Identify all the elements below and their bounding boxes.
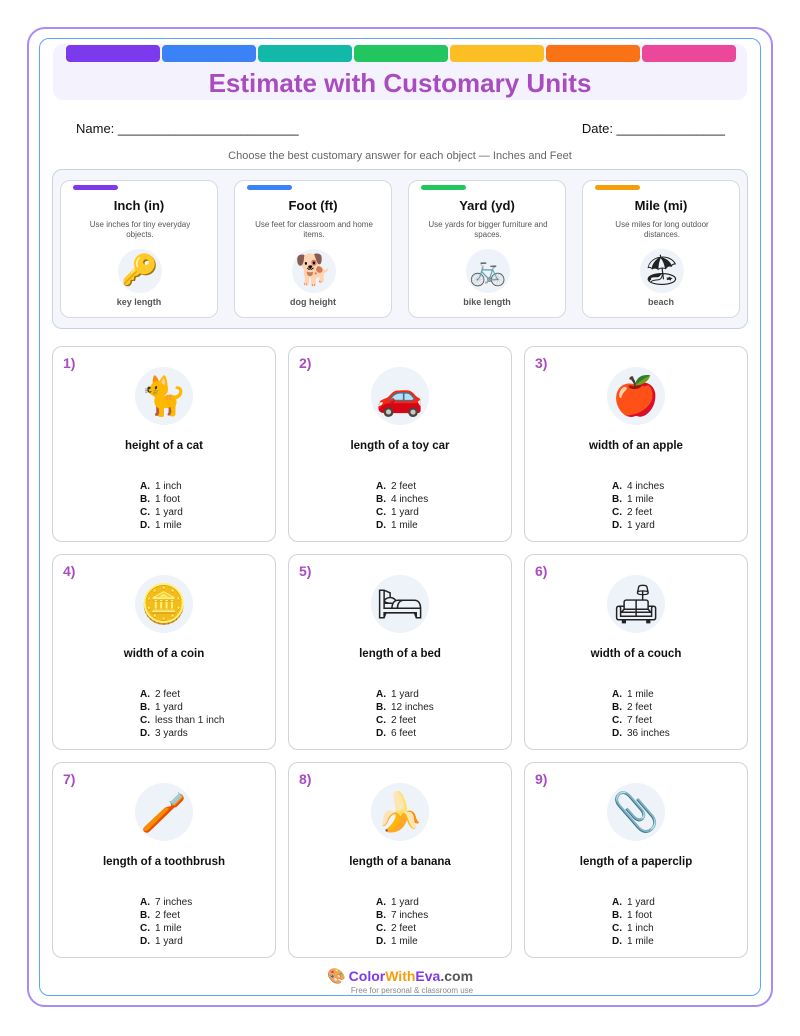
reference-card-foot [234, 180, 392, 318]
answer-option[interactable] [289, 935, 511, 948]
option-text: 1 mile [627, 689, 654, 700]
option-text: 1 yard [155, 936, 183, 947]
answer-option[interactable] [53, 909, 275, 922]
stripe [258, 45, 352, 62]
answer-option[interactable] [53, 480, 275, 493]
answer-options [525, 896, 747, 948]
question-prompt: height of a cat [125, 440, 203, 452]
answer-option[interactable] [53, 896, 275, 909]
example-label: dog height [290, 297, 336, 307]
answer-option[interactable] [525, 519, 747, 532]
example-label: beach [647, 297, 674, 307]
answer-option[interactable] [289, 701, 511, 714]
bicycle-icon: 🚲 [466, 249, 510, 293]
instructions: Choose the best customary answer for each object — Inches and Feet [228, 150, 572, 162]
question-card-6 [524, 554, 748, 750]
option-text: 1 yard [155, 507, 183, 518]
option-letter: B. [612, 494, 622, 505]
question-prompt: length of a toy car [350, 440, 450, 452]
cat-icon: 🐈 [135, 367, 193, 425]
option-text: 1 yard [155, 702, 183, 713]
stripe [162, 45, 256, 62]
question-number: 1) [63, 355, 76, 371]
unit-title: Yard (yd) [459, 198, 515, 213]
answer-option[interactable] [289, 714, 511, 727]
question-card-8 [288, 762, 512, 958]
option-letter: A. [612, 481, 622, 492]
option-text: 2 feet [155, 910, 181, 921]
option-text: 4 inches [391, 494, 429, 505]
option-letter: A. [140, 481, 150, 492]
option-letter: D. [376, 728, 386, 739]
option-text: 2 feet [391, 715, 417, 726]
question-number: 7) [63, 771, 76, 787]
option-letter: A. [140, 689, 150, 700]
option-text: 1 inch [155, 481, 182, 492]
option-letter: C. [376, 923, 386, 934]
question-card-5 [288, 554, 512, 750]
answer-option[interactable] [289, 506, 511, 519]
option-letter: A. [612, 689, 622, 700]
question-card-9 [524, 762, 748, 958]
option-text: 1 mile [627, 494, 654, 505]
question-prompt: length of a paperclip [579, 856, 693, 868]
question-prompt: width of an apple [589, 440, 683, 452]
unit-title: Mile (mi) [634, 198, 688, 213]
option-letter: B. [612, 702, 622, 713]
page-title: Estimate with Customary Units [208, 68, 592, 98]
option-text: 2 feet [391, 481, 417, 492]
unit-title: Foot (ft) [288, 198, 338, 213]
answer-option[interactable] [289, 480, 511, 493]
answer-option[interactable] [289, 909, 511, 922]
answer-option[interactable] [525, 714, 747, 727]
answer-option[interactable] [53, 714, 275, 727]
answer-option[interactable] [53, 519, 275, 532]
answer-option[interactable] [525, 506, 747, 519]
option-text: 1 mile [155, 520, 182, 531]
option-text: 2 feet [391, 923, 417, 934]
answer-option[interactable] [53, 935, 275, 948]
date-field[interactable]: Date: _______________ [581, 121, 725, 136]
bed-icon: 🛏 [371, 575, 429, 633]
question-prompt: width of a coin [123, 648, 205, 660]
color-bar [247, 185, 292, 190]
question-number: 6) [535, 563, 548, 579]
option-letter: B. [140, 910, 150, 921]
option-text: 1 yard [391, 897, 419, 908]
answer-options [289, 896, 511, 948]
apple-icon: 🍎 [607, 367, 665, 425]
option-letter: A. [140, 897, 150, 908]
option-text: 7 inches [391, 910, 429, 921]
answer-options [53, 896, 275, 948]
option-letter: C. [140, 923, 150, 934]
answer-option[interactable] [525, 480, 747, 493]
answer-option[interactable] [525, 701, 747, 714]
question-number: 3) [535, 355, 548, 371]
option-letter: B. [376, 910, 386, 921]
option-text: 2 feet [627, 702, 653, 713]
option-letter: C. [612, 923, 622, 934]
option-text: 2 feet [155, 689, 181, 700]
stripe [66, 45, 160, 62]
stripe [546, 45, 640, 62]
brand-eva: Eva [415, 968, 441, 984]
question-card-1 [52, 346, 276, 542]
option-text: 1 foot [627, 910, 653, 921]
option-letter: D. [612, 520, 622, 531]
color-stripes [66, 45, 736, 62]
example-label: key length [116, 297, 162, 307]
paperclip-icon: 📎 [607, 783, 665, 841]
unit-description: Use inches for tiny everyday objects. [89, 220, 191, 239]
option-letter: A. [376, 481, 386, 492]
stripe [354, 45, 448, 62]
option-text: 4 inches [627, 481, 665, 492]
option-letter: B. [376, 494, 386, 505]
answer-option[interactable] [53, 493, 275, 506]
beach-icon: 🏖 [640, 249, 684, 293]
option-letter: A. [376, 897, 386, 908]
option-letter: D. [612, 936, 622, 947]
option-letter: D. [140, 728, 150, 739]
brand-color: Color [348, 968, 386, 984]
option-text: 1 yard [627, 897, 655, 908]
palette-icon: 🎨 [326, 967, 346, 985]
option-letter: C. [612, 507, 622, 518]
answer-option[interactable] [53, 922, 275, 935]
banana-icon: 🍌 [371, 783, 429, 841]
option-letter: D. [376, 936, 386, 947]
option-text: less than 1 inch [155, 715, 225, 726]
option-letter: A. [612, 897, 622, 908]
stripe [642, 45, 736, 62]
stripe [450, 45, 544, 62]
option-letter: C. [376, 507, 386, 518]
unit-description: Use feet for classroom and home items. [255, 220, 373, 239]
couch-icon: 🛋 [607, 575, 665, 633]
question-prompt: length of a toothbrush [102, 856, 225, 868]
brand-with: With [385, 968, 416, 984]
answer-option[interactable] [525, 909, 747, 922]
answer-options [525, 480, 747, 532]
question-number: 8) [299, 771, 312, 787]
answer-options [525, 688, 747, 740]
option-letter: C. [140, 507, 150, 518]
option-letter: D. [140, 936, 150, 947]
question-number: 5) [299, 563, 312, 579]
reference-card-inch [60, 180, 218, 318]
color-bar [595, 185, 640, 190]
unit-description: Use miles for long outdoor distances. [615, 220, 709, 239]
reference-card-yard [408, 180, 566, 318]
option-letter: D. [376, 520, 386, 531]
question-card-7 [52, 762, 276, 958]
option-text: 1 inch [627, 923, 654, 934]
answer-option[interactable] [525, 688, 747, 701]
answer-options [53, 480, 275, 532]
option-letter: A. [376, 689, 386, 700]
option-letter: C. [612, 715, 622, 726]
answer-option[interactable] [289, 688, 511, 701]
example-label: bike length [463, 297, 511, 307]
answer-option[interactable] [525, 727, 747, 740]
option-text: 1 mile [155, 923, 182, 934]
option-text: 6 feet [391, 728, 417, 739]
answer-option[interactable] [53, 727, 275, 740]
option-letter: D. [140, 520, 150, 531]
key-icon: 🔑 [118, 249, 162, 293]
question-card-3 [524, 346, 748, 542]
option-text: 1 mile [391, 520, 418, 531]
option-text: 1 mile [627, 936, 654, 947]
answer-option[interactable] [525, 935, 747, 948]
option-text: 1 yard [391, 689, 419, 700]
name-field[interactable]: Name: _________________________ [76, 121, 299, 136]
option-text: 1 yard [391, 507, 419, 518]
option-letter: B. [140, 702, 150, 713]
dog-icon: 🐕 [292, 249, 336, 293]
answer-option[interactable] [525, 922, 747, 935]
option-text: 3 yards [155, 728, 188, 739]
question-card-4 [52, 554, 276, 750]
question-number: 4) [63, 563, 76, 579]
question-prompt: width of a couch [590, 648, 682, 660]
tagline: Free for personal & classroom use [350, 986, 474, 995]
brand-com: .com [440, 968, 474, 984]
option-text: 12 inches [391, 702, 434, 713]
answer-option[interactable] [53, 688, 275, 701]
answer-option[interactable] [289, 922, 511, 935]
color-bar [73, 185, 118, 190]
option-letter: D. [612, 728, 622, 739]
answer-option[interactable] [525, 493, 747, 506]
option-text: 36 inches [627, 728, 670, 739]
question-card-2 [288, 346, 512, 542]
question-prompt: length of a bed [359, 648, 441, 660]
option-letter: C. [376, 715, 386, 726]
option-letter: B. [612, 910, 622, 921]
option-text: 7 inches [155, 897, 193, 908]
question-number: 2) [299, 355, 312, 371]
answer-option[interactable] [289, 896, 511, 909]
answer-option[interactable] [53, 506, 275, 519]
option-text: 1 foot [155, 494, 181, 505]
option-letter: B. [376, 702, 386, 713]
answer-options [289, 480, 511, 532]
unit-description: Use yards for bigger furniture and spaces. [428, 220, 548, 239]
answer-options [289, 688, 511, 740]
toothbrush-icon: 🪥 [135, 783, 193, 841]
option-text: 1 mile [391, 936, 418, 947]
option-letter: C. [140, 715, 150, 726]
car-icon: 🚗 [371, 367, 429, 425]
answer-option[interactable] [53, 701, 275, 714]
answer-option[interactable] [289, 727, 511, 740]
answer-option[interactable] [525, 896, 747, 909]
answer-option[interactable] [289, 493, 511, 506]
question-prompt: length of a banana [349, 856, 451, 868]
answer-options [53, 688, 275, 740]
option-text: 1 yard [627, 520, 655, 531]
brand-logo[interactable] [0, 967, 800, 985]
option-text: 7 feet [627, 715, 653, 726]
answer-option[interactable] [289, 519, 511, 532]
footer [0, 967, 800, 995]
unit-title: Inch (in) [113, 198, 165, 213]
color-bar [421, 185, 466, 190]
coin-icon: 🪙 [135, 575, 193, 633]
option-letter: B. [140, 494, 150, 505]
reference-card-mile [582, 180, 740, 318]
question-number: 9) [535, 771, 548, 787]
option-text: 2 feet [627, 507, 653, 518]
